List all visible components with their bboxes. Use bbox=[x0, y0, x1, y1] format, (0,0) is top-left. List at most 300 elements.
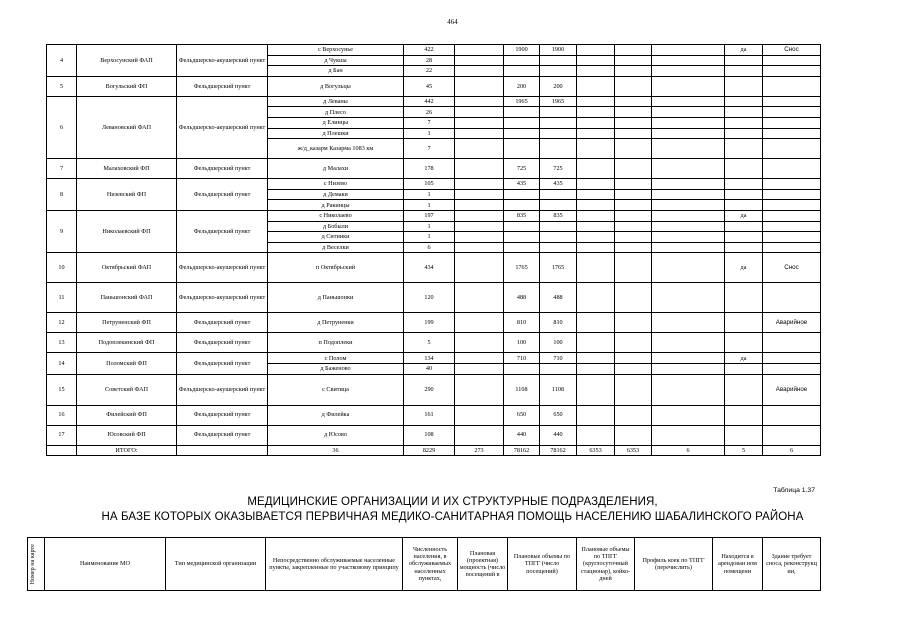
table-cell bbox=[763, 128, 821, 139]
table-cell bbox=[652, 232, 725, 243]
table-cell: 422 bbox=[404, 45, 455, 56]
table-cell bbox=[577, 405, 615, 425]
table-cell bbox=[455, 221, 504, 232]
table-cell bbox=[577, 242, 615, 253]
table-cell: Низевский ФП bbox=[77, 179, 177, 211]
table-cell bbox=[763, 363, 821, 374]
table-cell: 710 bbox=[540, 353, 577, 364]
table-cell: Петруненский ФП bbox=[77, 313, 177, 333]
table-cell bbox=[652, 159, 725, 179]
table-cell bbox=[763, 242, 821, 253]
table-cell: д Елинцы bbox=[268, 117, 404, 128]
table-cell: 1 bbox=[404, 128, 455, 139]
table-cell: д Малахи bbox=[268, 159, 404, 179]
table-cell bbox=[577, 221, 615, 232]
table-cell bbox=[763, 232, 821, 243]
table-cell: 1900 bbox=[540, 45, 577, 56]
table-cell bbox=[615, 363, 652, 374]
table-cell: 1 bbox=[404, 232, 455, 243]
table-row bbox=[47, 374, 821, 405]
table-cell bbox=[652, 179, 725, 190]
table-cell: Фельдшерский пункт bbox=[177, 159, 268, 179]
table-row bbox=[47, 45, 821, 56]
table-cell bbox=[725, 159, 763, 179]
table-cell: ж/д_казарм Казарма 1083 км bbox=[268, 139, 404, 159]
table-cell: Николаевский ФП bbox=[77, 210, 177, 252]
table-cell bbox=[725, 96, 763, 107]
table-cell: с Полом bbox=[268, 353, 404, 364]
table-cell bbox=[615, 96, 652, 107]
table-cell bbox=[577, 45, 615, 56]
table-cell: ИТОГО: bbox=[77, 445, 177, 456]
table-cell: да bbox=[725, 210, 763, 221]
table-cell: д Ситники bbox=[268, 232, 404, 243]
table-cell bbox=[577, 55, 615, 66]
table-cell: с Николаево bbox=[268, 210, 404, 221]
table-cell bbox=[652, 253, 725, 283]
table-cell: 725 bbox=[504, 159, 540, 179]
table-cell bbox=[763, 283, 821, 313]
table-cell: Фельдшерский пункт bbox=[177, 76, 268, 96]
table-cell bbox=[652, 353, 725, 364]
table-cell bbox=[455, 405, 504, 425]
table-cell: 835 bbox=[540, 210, 577, 221]
table-cell: 1 bbox=[404, 189, 455, 200]
table-cell: 78162 bbox=[540, 445, 577, 456]
table-cell bbox=[455, 313, 504, 333]
table-cell bbox=[455, 425, 504, 445]
table-cell: 10 bbox=[47, 253, 77, 283]
table-cell: 8229 bbox=[404, 445, 455, 456]
table-cell bbox=[615, 283, 652, 313]
table-cell: 6353 bbox=[615, 445, 652, 456]
table-cell bbox=[577, 117, 615, 128]
table-cell bbox=[763, 96, 821, 107]
page-number: 464 bbox=[447, 18, 458, 26]
table-cell: 105 bbox=[404, 179, 455, 190]
table-cell: 1108 bbox=[504, 374, 540, 405]
table-cell bbox=[455, 159, 504, 179]
table-cell: Октябрьский ФАП bbox=[77, 253, 177, 283]
table-cell bbox=[763, 66, 821, 77]
table-cell bbox=[763, 353, 821, 364]
table-cell bbox=[504, 128, 540, 139]
table-cell bbox=[540, 242, 577, 253]
table-cell bbox=[540, 232, 577, 243]
table-cell bbox=[652, 117, 725, 128]
column-header: Здание требует сноса, реконструкц ии, bbox=[763, 538, 821, 591]
table-cell: 200 bbox=[504, 76, 540, 96]
table-cell bbox=[615, 333, 652, 353]
table-cell bbox=[652, 425, 725, 445]
table-cell: 120 bbox=[404, 283, 455, 313]
table-cell: Фельдшерско-акушерский пункт bbox=[177, 283, 268, 313]
table-cell bbox=[615, 55, 652, 66]
table-cell bbox=[615, 128, 652, 139]
table-cell bbox=[504, 363, 540, 374]
table-cell: Снос bbox=[763, 253, 821, 283]
table-cell: Верхосунский ФАП bbox=[77, 45, 177, 77]
table-cell bbox=[725, 232, 763, 243]
table-cell bbox=[652, 76, 725, 96]
table-cell: 15 bbox=[47, 374, 77, 405]
table-cell bbox=[652, 283, 725, 313]
table-cell bbox=[615, 253, 652, 283]
table-cell bbox=[615, 210, 652, 221]
table-cell bbox=[652, 405, 725, 425]
table-cell: 14 bbox=[47, 353, 77, 374]
table-cell bbox=[615, 139, 652, 159]
table-cell bbox=[615, 405, 652, 425]
header-row bbox=[28, 538, 821, 591]
table-cell: д Чукша bbox=[268, 55, 404, 66]
table-cell bbox=[577, 96, 615, 107]
table-cell bbox=[615, 107, 652, 118]
table-row bbox=[47, 425, 821, 445]
table-cell: 11 bbox=[47, 283, 77, 313]
table-cell bbox=[615, 179, 652, 190]
table-cell bbox=[725, 200, 763, 211]
table-cell bbox=[577, 425, 615, 445]
table-cell: 28 bbox=[404, 55, 455, 66]
table-cell bbox=[577, 179, 615, 190]
facilities-table bbox=[46, 44, 821, 456]
table-cell bbox=[455, 210, 504, 221]
table-cell bbox=[577, 200, 615, 211]
table-cell: 488 bbox=[504, 283, 540, 313]
table-cell bbox=[455, 232, 504, 243]
table-cell bbox=[577, 210, 615, 221]
table-row bbox=[47, 313, 821, 333]
table-cell bbox=[577, 107, 615, 118]
table-cell: 273 bbox=[455, 445, 504, 456]
table-cell bbox=[540, 117, 577, 128]
table-cell bbox=[455, 139, 504, 159]
table-cell: 5 bbox=[404, 333, 455, 353]
table-cell: 36 bbox=[268, 445, 404, 456]
table-cell: Фельдшерско-акушерский пункт bbox=[177, 96, 268, 158]
table-row bbox=[47, 96, 821, 107]
table-cell bbox=[455, 333, 504, 353]
table-cell: Фельдшерско-акушерский пункт bbox=[177, 374, 268, 405]
table-cell bbox=[725, 242, 763, 253]
table-cell bbox=[504, 55, 540, 66]
table-cell bbox=[763, 200, 821, 211]
table-cell bbox=[577, 128, 615, 139]
table-cell: 434 bbox=[404, 253, 455, 283]
table-cell bbox=[455, 253, 504, 283]
table-cell bbox=[504, 107, 540, 118]
table-cell bbox=[615, 353, 652, 364]
table-cell: 1765 bbox=[540, 253, 577, 283]
table-row bbox=[47, 405, 821, 425]
table-cell: Вогульский ФП bbox=[77, 76, 177, 96]
table-caption: Таблица 1.37 bbox=[773, 487, 815, 494]
column-header: Наименование МО bbox=[45, 538, 166, 591]
column-header: Плановая (проектная) мощность (число посещений в bbox=[458, 538, 508, 591]
table-row bbox=[47, 253, 821, 283]
table-cell: 8 bbox=[47, 179, 77, 211]
table-cell bbox=[455, 242, 504, 253]
table-cell: д Петруненки bbox=[268, 313, 404, 333]
column-header: Численность населения, в обслуживаемых населенных пунктах, bbox=[403, 538, 458, 591]
table-cell bbox=[455, 189, 504, 200]
table-cell bbox=[763, 159, 821, 179]
table-cell: 4 bbox=[47, 45, 77, 77]
column-header: Плановые объемы по ТПГГ (число посещений) bbox=[508, 538, 577, 591]
table-cell bbox=[725, 363, 763, 374]
table-cell bbox=[615, 117, 652, 128]
table-cell bbox=[725, 333, 763, 353]
table-cell bbox=[615, 159, 652, 179]
table-cell: д Леваны bbox=[268, 96, 404, 107]
table-cell: д Бобыли bbox=[268, 221, 404, 232]
table-row bbox=[47, 353, 821, 364]
table-cell bbox=[455, 374, 504, 405]
table-cell bbox=[652, 107, 725, 118]
table-cell bbox=[455, 128, 504, 139]
table-cell bbox=[725, 179, 763, 190]
table-cell: 7 bbox=[404, 117, 455, 128]
table-cell bbox=[615, 313, 652, 333]
table-cell bbox=[763, 179, 821, 190]
table-cell: 650 bbox=[540, 405, 577, 425]
table-cell bbox=[763, 210, 821, 221]
table-cell bbox=[47, 445, 77, 456]
table-cell bbox=[725, 55, 763, 66]
table-cell bbox=[504, 242, 540, 253]
table-cell: 6 bbox=[47, 96, 77, 158]
table-cell bbox=[615, 66, 652, 77]
table-cell bbox=[763, 405, 821, 425]
table-cell bbox=[455, 76, 504, 96]
column-header: Номер на карте bbox=[28, 538, 45, 591]
table-cell bbox=[540, 55, 577, 66]
table-row bbox=[47, 333, 821, 353]
table-cell: 161 bbox=[404, 405, 455, 425]
table-cell bbox=[540, 200, 577, 211]
table-cell bbox=[652, 45, 725, 56]
table-cell bbox=[615, 189, 652, 200]
table-cell: 1 bbox=[404, 221, 455, 232]
table-cell bbox=[652, 242, 725, 253]
column-header: Непосредственно обслуживаемые населенные пункты, закрепленные по участковому принципу bbox=[266, 538, 403, 591]
table-cell: Советский ФАП bbox=[77, 374, 177, 405]
table-row bbox=[47, 283, 821, 313]
table-cell bbox=[455, 363, 504, 374]
table-cell: 488 bbox=[540, 283, 577, 313]
table-cell: да bbox=[725, 353, 763, 364]
column-header: Плановые объемы по ТПГГ (круглосуточный стационар), койко-дней bbox=[577, 538, 635, 591]
table-cell: 40 bbox=[404, 363, 455, 374]
table-cell bbox=[763, 107, 821, 118]
table-cell: 108 bbox=[404, 425, 455, 445]
table-cell bbox=[577, 66, 615, 77]
table-cell bbox=[652, 96, 725, 107]
table-cell bbox=[577, 139, 615, 159]
table-cell bbox=[763, 55, 821, 66]
table-cell: 5 bbox=[47, 76, 77, 96]
table-cell bbox=[763, 221, 821, 232]
table-cell bbox=[577, 283, 615, 313]
table-cell: 710 bbox=[504, 353, 540, 364]
table-row bbox=[47, 210, 821, 221]
table-cell: Снос bbox=[763, 45, 821, 56]
table-cell: 810 bbox=[540, 313, 577, 333]
table-cell bbox=[540, 221, 577, 232]
table-cell: 45 bbox=[404, 76, 455, 96]
table-cell: 200 bbox=[540, 76, 577, 96]
table-cell: 178 bbox=[404, 159, 455, 179]
table-cell: д Плешки bbox=[268, 128, 404, 139]
table-cell: 16 bbox=[47, 405, 77, 425]
table-cell bbox=[540, 189, 577, 200]
table-cell: 26 bbox=[404, 107, 455, 118]
table-cell bbox=[540, 107, 577, 118]
total-row bbox=[47, 445, 821, 456]
table-cell: 435 bbox=[504, 179, 540, 190]
table-cell: 22 bbox=[404, 66, 455, 77]
table-cell: д Плесо bbox=[268, 107, 404, 118]
table-cell: п Октябрьский bbox=[268, 253, 404, 283]
table-cell bbox=[763, 139, 821, 159]
table-cell bbox=[763, 117, 821, 128]
table-cell: д Демаки bbox=[268, 189, 404, 200]
table-cell: с Низево bbox=[268, 179, 404, 190]
column-header: Находится в арендован ном помещени bbox=[713, 538, 763, 591]
column-header: Тип медицинской организации bbox=[166, 538, 266, 591]
table-cell bbox=[577, 333, 615, 353]
table-cell: да bbox=[725, 253, 763, 283]
table-cell: 1965 bbox=[540, 96, 577, 107]
table-cell bbox=[652, 374, 725, 405]
table-cell bbox=[540, 363, 577, 374]
table-cell: д Бан bbox=[268, 66, 404, 77]
table-cell: д Вогульцы bbox=[268, 76, 404, 96]
table-cell: Малаховский ФП bbox=[77, 159, 177, 179]
table-cell: Фельдшерский пункт bbox=[177, 210, 268, 252]
table-cell bbox=[615, 200, 652, 211]
table-cell bbox=[577, 76, 615, 96]
table-cell bbox=[763, 333, 821, 353]
table-cell bbox=[725, 313, 763, 333]
table-cell: 7 bbox=[404, 139, 455, 159]
table-cell bbox=[725, 221, 763, 232]
table-cell: д Паньшонки bbox=[268, 283, 404, 313]
table-cell: 435 bbox=[540, 179, 577, 190]
table-cell bbox=[455, 96, 504, 107]
table-cell bbox=[652, 363, 725, 374]
table-cell: 78162 bbox=[504, 445, 540, 456]
table-cell bbox=[540, 139, 577, 159]
table-cell: Фельдшерско-акушерский пункт bbox=[177, 45, 268, 77]
table-cell bbox=[615, 232, 652, 243]
mo-header-table bbox=[27, 537, 821, 591]
table-cell bbox=[725, 128, 763, 139]
table-cell bbox=[725, 374, 763, 405]
table-cell: Поломский ФП bbox=[77, 353, 177, 374]
table-cell: Левановский ФАП bbox=[77, 96, 177, 158]
table-cell bbox=[652, 55, 725, 66]
table-cell: да bbox=[725, 45, 763, 56]
table-cell bbox=[725, 117, 763, 128]
table-cell bbox=[652, 200, 725, 211]
table-cell: Аварийное bbox=[763, 374, 821, 405]
section-subtitle: НА БАЗЕ КОТОРЫХ ОКАЗЫВАЕТСЯ ПЕРВИЧНАЯ МЕДИКО-САНИТАРНАЯ ПОМОЩЬ НАСЕЛЕНИЮ ШАБАЛИНСКОГО РАЙОНА bbox=[101, 511, 804, 523]
table-cell bbox=[725, 139, 763, 159]
table-cell: Фельдшерско-акушерский пункт bbox=[177, 253, 268, 283]
table-cell: с Верхосунье bbox=[268, 45, 404, 56]
table-cell bbox=[615, 425, 652, 445]
table-cell: 1900 bbox=[504, 45, 540, 56]
table-cell bbox=[455, 55, 504, 66]
table-row bbox=[47, 159, 821, 179]
table-cell: Подоплекинский ФП bbox=[77, 333, 177, 353]
table-cell: 100 bbox=[504, 333, 540, 353]
table-cell: д Юсово bbox=[268, 425, 404, 445]
table-cell: п Подоплеки bbox=[268, 333, 404, 353]
table-cell: Фельдшерский пункт bbox=[177, 313, 268, 333]
table-cell bbox=[577, 232, 615, 243]
table-cell bbox=[455, 107, 504, 118]
table-row bbox=[47, 76, 821, 96]
table-cell bbox=[455, 66, 504, 77]
table-cell: 197 bbox=[404, 210, 455, 221]
table-cell bbox=[763, 425, 821, 445]
table-cell: 100 bbox=[540, 333, 577, 353]
table-cell bbox=[177, 445, 268, 456]
table-cell bbox=[455, 200, 504, 211]
table-cell bbox=[455, 45, 504, 56]
table-cell: д Филейка bbox=[268, 405, 404, 425]
table-cell bbox=[652, 128, 725, 139]
table-cell bbox=[615, 45, 652, 56]
table-cell: д Ракинцы bbox=[268, 200, 404, 211]
table-cell bbox=[504, 200, 540, 211]
table-cell bbox=[540, 128, 577, 139]
table-cell bbox=[725, 405, 763, 425]
table-cell: 650 bbox=[504, 405, 540, 425]
table-cell bbox=[615, 374, 652, 405]
table-row bbox=[47, 179, 821, 190]
table-cell bbox=[577, 253, 615, 283]
table-cell: Аварийное bbox=[763, 313, 821, 333]
table-cell: 6 bbox=[652, 445, 725, 456]
table-cell bbox=[455, 117, 504, 128]
table-cell: Фельдшерский пункт bbox=[177, 405, 268, 425]
table-cell: 7 bbox=[47, 159, 77, 179]
table-cell: 725 bbox=[540, 159, 577, 179]
table-cell: 1965 bbox=[504, 96, 540, 107]
section-title: МЕДИЦИНСКИЕ ОРГАНИЗАЦИИ И ИХ СТРУКТУРНЫЕ ПОДРАЗДЕЛЕНИЯ, bbox=[247, 496, 658, 508]
table-cell bbox=[577, 353, 615, 364]
table-cell: 810 bbox=[504, 313, 540, 333]
table-cell bbox=[725, 189, 763, 200]
table-cell bbox=[577, 363, 615, 374]
table-cell: 442 bbox=[404, 96, 455, 107]
table-cell bbox=[652, 189, 725, 200]
table-cell: 1765 bbox=[504, 253, 540, 283]
table-cell: 290 bbox=[404, 374, 455, 405]
table-cell bbox=[725, 66, 763, 77]
table-cell bbox=[577, 313, 615, 333]
table-cell: 440 bbox=[540, 425, 577, 445]
table-cell bbox=[763, 76, 821, 96]
table-cell bbox=[763, 189, 821, 200]
table-cell: 1 bbox=[404, 200, 455, 211]
table-cell bbox=[504, 139, 540, 159]
table-cell: 199 bbox=[404, 313, 455, 333]
